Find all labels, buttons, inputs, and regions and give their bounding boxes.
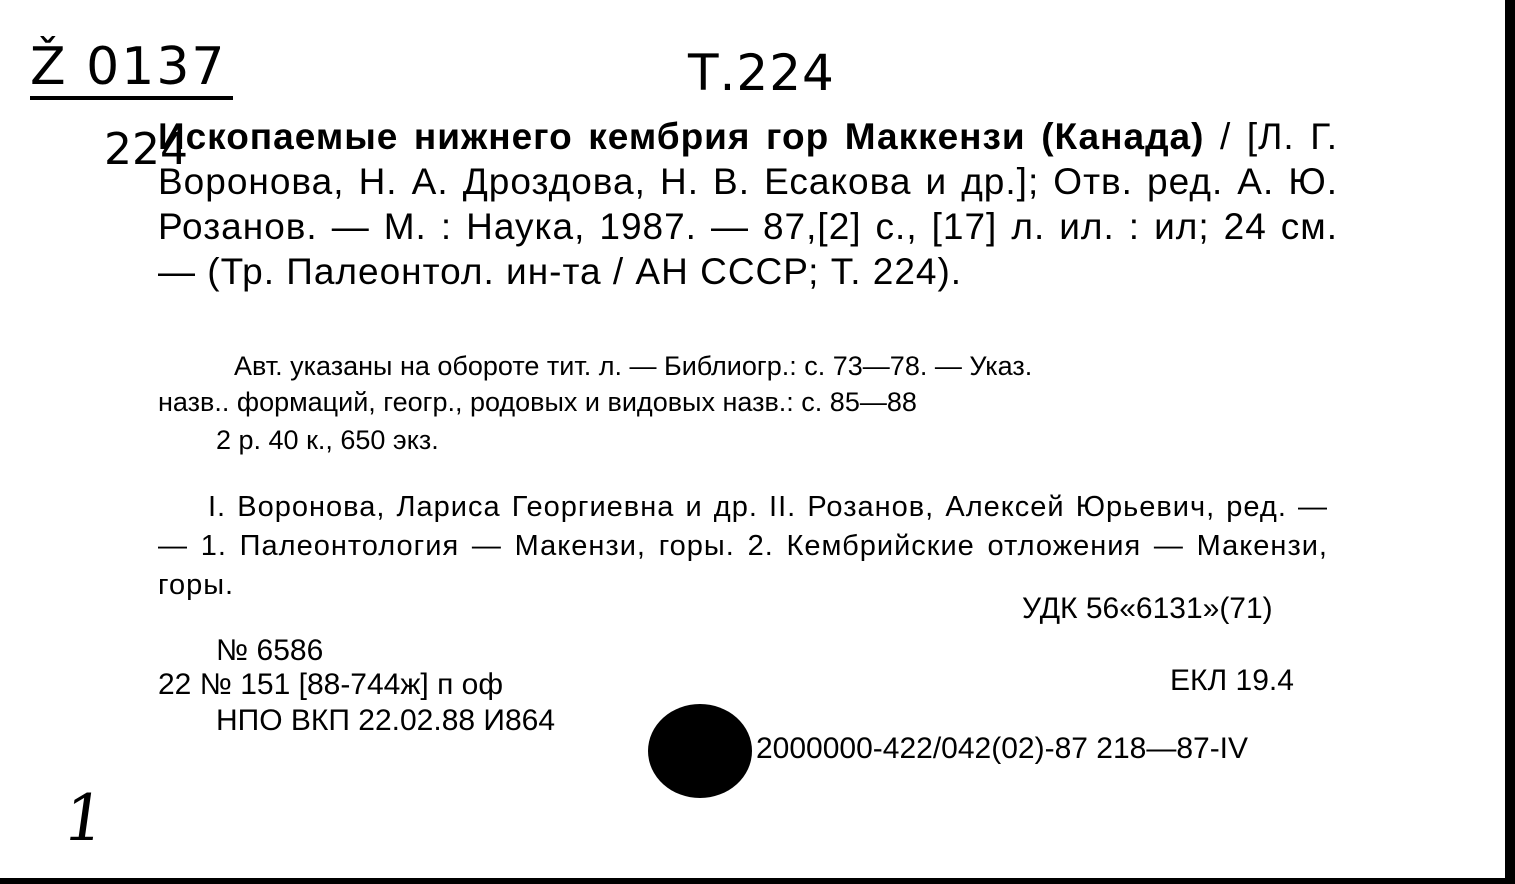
note-line-1: Авт. указаны на обороте тит. л. — Библиогр.: с. 73—78. — Указ. xyxy=(234,351,1033,381)
control-code-line: 2000000-422/042(02)-87 218—87-IV xyxy=(756,732,1249,765)
udk-code: УДК 56«6131»(71) xyxy=(1022,592,1273,625)
entry-number: 224 xyxy=(104,124,188,175)
card-number: № 6586 xyxy=(216,634,324,667)
card-right-border xyxy=(1505,0,1515,884)
price-line: 2 р. 40 к., 650 экз. xyxy=(216,425,439,455)
card-bottom-border xyxy=(0,878,1515,884)
bibliographic-description xyxy=(158,114,1338,294)
order-line: 22 № 151 [88-744ж] п оф xyxy=(158,668,504,701)
handwritten-shelf-code: Ž 0137 xyxy=(30,38,233,100)
ekl-code: ЕКЛ 19.4 xyxy=(1170,664,1294,697)
publisher-line: НПО ВКП 22.02.88 И864 xyxy=(216,704,556,737)
ink-blot xyxy=(648,704,752,798)
handwritten-volume: Т.224 xyxy=(688,44,835,102)
subject-headings: I. Воронова, Лариса Георгиевна и др. II. Розанов, Алексей Юрьевич, ред. — — 1. Палеонтология — Макензи, горы. 2. Кембрийские отложения — Макензи, горы. xyxy=(158,491,1328,601)
entry-body: / [Л. Г. Воронова, Н. А. Дроздова, Н. В. Есакова и др.]; Отв. ред. А. Ю. Розанов. — М. : Наука, 1987. — 87,[2] с., [17] л. ил. : ил; 24 см. — (Тр. Палеонтол. ин-та / АН СССР; Т. 224). xyxy=(158,116,1338,292)
note-line-2: назв.. формаций, геогр., родовых и видовых назв.: с. 85—88 xyxy=(158,387,917,417)
handwritten-margin-mark: 1 xyxy=(58,782,110,856)
entry-title: Ископаемые нижнего кембрия гор Маккензи (Канада) xyxy=(158,116,1205,157)
